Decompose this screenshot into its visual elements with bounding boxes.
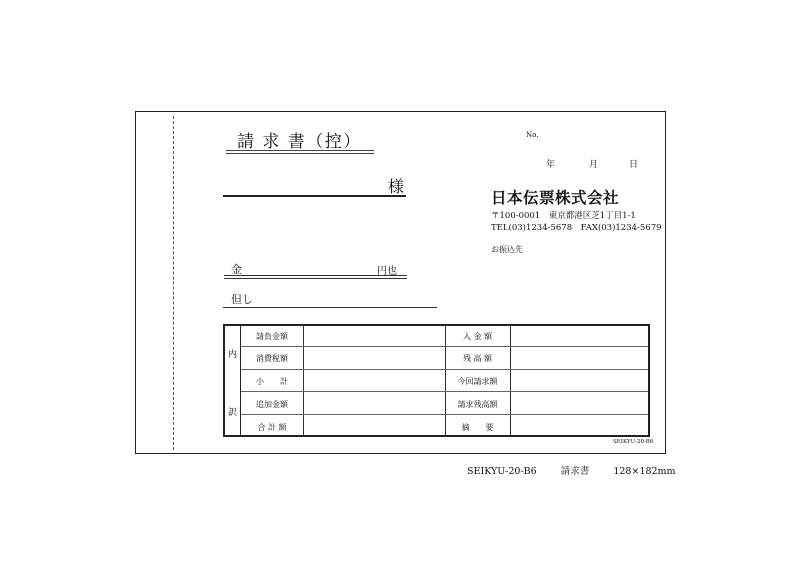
amount-line-2 (224, 278, 407, 279)
company-name: 日本伝票株式会社 (491, 189, 620, 207)
row-label-current-invoice: 今回請求額 (457, 377, 498, 386)
footer-caption (467, 463, 676, 477)
row-label-balance: 残 高 額 (462, 354, 493, 363)
title-underline-2 (226, 153, 374, 154)
recipient-line (223, 195, 406, 197)
row-label-received: 入 金 額 (462, 332, 493, 341)
table-row-divider (241, 414, 648, 415)
table-divider (303, 325, 304, 436)
date-month-label: 月 (589, 160, 599, 170)
title-underline (226, 150, 374, 151)
row-label-remarks: 摘 要 (461, 423, 494, 432)
recipient-suffix: 様 (388, 177, 405, 196)
tadashi-line (223, 307, 437, 308)
bank-transfer-label: お振込先 (491, 245, 523, 254)
row-label-invoice-balance: 請求残高額 (457, 400, 498, 409)
row-label-tax: 消費税額 (256, 354, 288, 363)
company-tel-fax: TEL(03)1234-5678 FAX(03)1234-5679 (491, 223, 662, 233)
table-row-divider (241, 369, 648, 370)
date-year-label: 年 (546, 160, 556, 170)
form-title: 請 求 書（控） (237, 132, 362, 152)
footer-size: 128×182mm (613, 466, 676, 477)
table-divider (510, 325, 511, 436)
perforation-line (173, 116, 174, 450)
footer-code: SEIKYU-20-B6 (467, 466, 537, 477)
form-code: SEIKYU-20-B6 (613, 439, 654, 445)
row-label-subtotal: 小 計 (256, 377, 288, 386)
date-day-label: 日 (629, 160, 639, 170)
number-label: No. (526, 131, 539, 139)
breakdown-side-label-top: 内 (228, 350, 238, 360)
row-label-contract-amount: 請負金額 (256, 332, 288, 341)
company-address: 〒100-0001 東京都港区芝1丁目1-1 (491, 211, 636, 221)
amount-suffix: 円也 (377, 266, 397, 277)
tadashi-label: 但し (231, 293, 253, 306)
footer-name: 請求書 (560, 466, 590, 477)
amount-line (224, 275, 407, 276)
table-row-divider (241, 346, 648, 347)
row-label-total: 合 計 額 (257, 423, 287, 432)
breakdown-side-label-bottom: 訳 (228, 408, 238, 418)
row-label-additional: 追加金額 (256, 400, 288, 409)
amount-prefix: 金 (231, 263, 242, 276)
table-row-divider (241, 391, 648, 392)
